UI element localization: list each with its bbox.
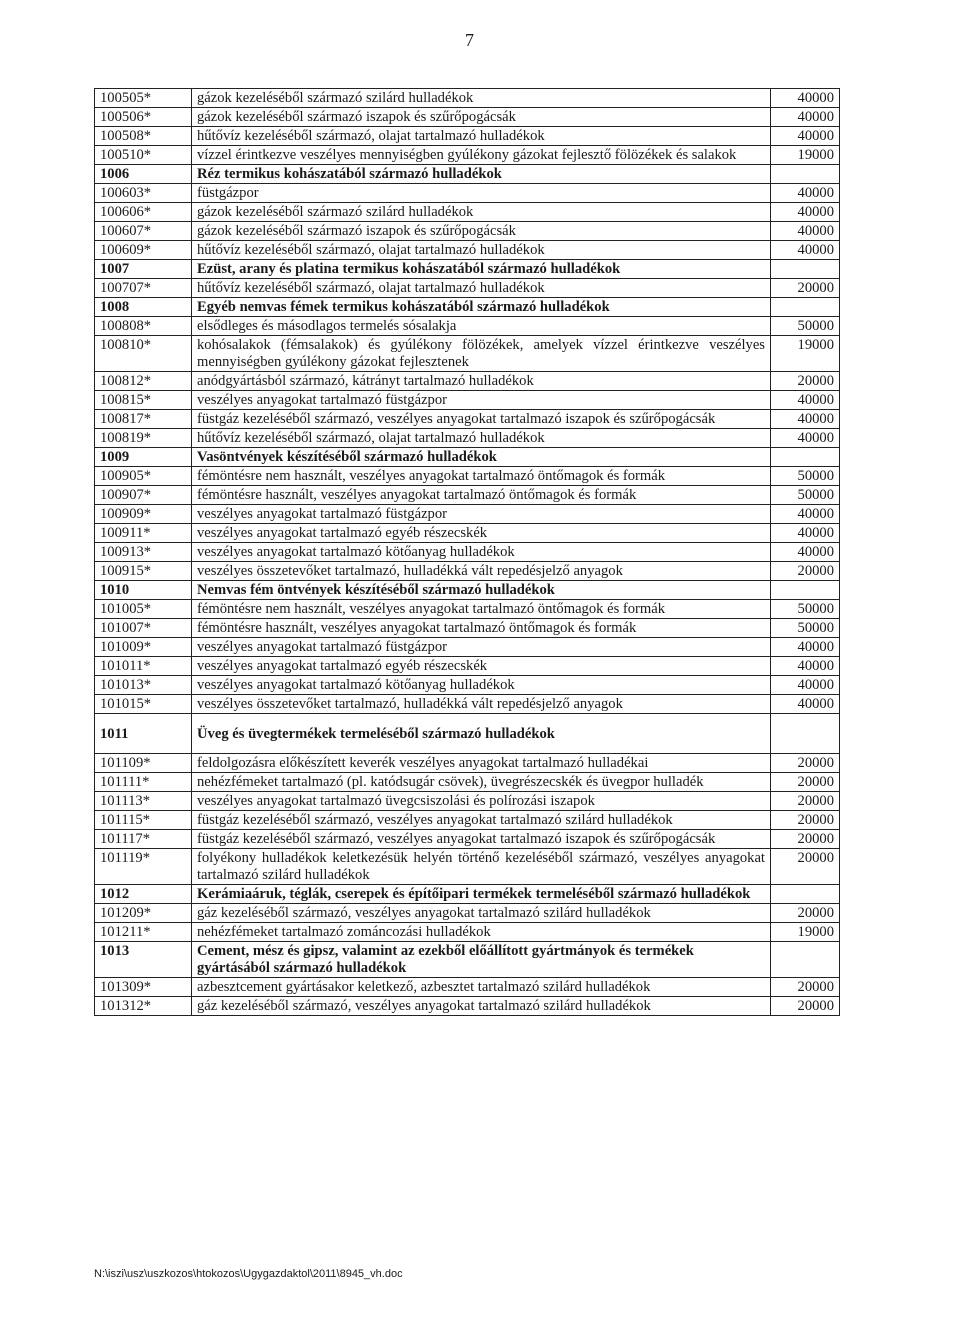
code-cell: 101211* bbox=[95, 923, 192, 942]
limit-value-cell: 40000 bbox=[771, 203, 840, 222]
description-cell: nehézfémeket tartalmazó zománcozási hulladékok bbox=[192, 923, 771, 942]
limit-value-cell: 50000 bbox=[771, 317, 840, 336]
limit-value-cell: 50000 bbox=[771, 619, 840, 638]
table-row bbox=[95, 524, 840, 543]
limit-value-cell bbox=[771, 298, 840, 317]
code-cell: 100907* bbox=[95, 486, 192, 505]
table-row bbox=[95, 241, 840, 260]
limit-value-cell: 20000 bbox=[771, 830, 840, 849]
limit-value-cell: 20000 bbox=[771, 997, 840, 1016]
limit-value-cell bbox=[771, 260, 840, 279]
limit-value-cell: 40000 bbox=[771, 429, 840, 448]
table-row bbox=[95, 467, 840, 486]
description-cell: fémöntésre használt, veszélyes anyagokat tartalmazó öntőmagok és formák bbox=[192, 619, 771, 638]
table-row bbox=[95, 146, 840, 165]
table-row bbox=[95, 108, 840, 127]
code-cell: 100909* bbox=[95, 505, 192, 524]
code-cell: 1011 bbox=[95, 714, 192, 754]
table-row bbox=[95, 657, 840, 676]
description-cell: folyékony hulladékok keletkezésük helyén történő kezeléséből származó, veszélyes anyagokat tartalmazó szilárd hulladékok bbox=[192, 849, 771, 885]
description-cell: fémöntésre nem használt, veszélyes anyagokat tartalmazó öntőmagok és formák bbox=[192, 467, 771, 486]
table-row bbox=[95, 754, 840, 773]
limit-value-cell: 40000 bbox=[771, 638, 840, 657]
table-row bbox=[95, 904, 840, 923]
description-cell: veszélyes összetevőket tartalmazó, hulladékká vált repedésjelző anyagok bbox=[192, 562, 771, 581]
description-cell: veszélyes anyagokat tartalmazó füstgázpor bbox=[192, 638, 771, 657]
table-row bbox=[95, 372, 840, 391]
waste-code-table bbox=[94, 88, 840, 1016]
limit-value-cell: 20000 bbox=[771, 792, 840, 811]
limit-value-cell bbox=[771, 581, 840, 600]
table-row bbox=[95, 317, 840, 336]
description-cell: kohósalakok (fémsalakok) és gyúlékony fölözékek, amelyek vízzel érintkezve veszélyes mennyiségben gyúlékony gázokat fejlesztenek bbox=[192, 336, 771, 372]
limit-value-cell: 20000 bbox=[771, 562, 840, 581]
table-body bbox=[95, 89, 840, 1016]
category-heading-row bbox=[95, 942, 840, 978]
table-row bbox=[95, 184, 840, 203]
table-row bbox=[95, 978, 840, 997]
description-cell: elsődleges és másodlagos termelés sósalakja bbox=[192, 317, 771, 336]
limit-value-cell bbox=[771, 885, 840, 904]
table-row bbox=[95, 997, 840, 1016]
description-cell: hűtővíz kezeléséből származó, olajat tartalmazó hulladékok bbox=[192, 429, 771, 448]
limit-value-cell: 40000 bbox=[771, 543, 840, 562]
description-cell: gáz kezeléséből származó, veszélyes anyagokat tartalmazó szilárd hulladékok bbox=[192, 997, 771, 1016]
code-cell: 100808* bbox=[95, 317, 192, 336]
code-cell: 100707* bbox=[95, 279, 192, 298]
code-cell: 101007* bbox=[95, 619, 192, 638]
description-cell: anódgyártásból származó, kátrányt tartalmazó hulladékok bbox=[192, 372, 771, 391]
code-cell: 101309* bbox=[95, 978, 192, 997]
description-cell: veszélyes anyagokat tartalmazó kötőanyag hulladékok bbox=[192, 676, 771, 695]
description-cell: Kerámiaáruk, téglák, cserepek és építőipari termékek termeléséből származó hulladékok bbox=[192, 885, 771, 904]
description-cell: füstgáz kezeléséből származó, veszélyes anyagokat tartalmazó iszapok és szűrőpogácsák bbox=[192, 410, 771, 429]
description-cell: fémöntésre használt, veszélyes anyagokat tartalmazó öntőmagok és formák bbox=[192, 486, 771, 505]
description-cell: gázok kezeléséből származó szilárd hulladékok bbox=[192, 203, 771, 222]
table-row bbox=[95, 619, 840, 638]
page-number: 7 bbox=[465, 30, 474, 50]
code-cell: 1008 bbox=[95, 298, 192, 317]
description-cell: fémöntésre nem használt, veszélyes anyagokat tartalmazó öntőmagok és formák bbox=[192, 600, 771, 619]
description-cell: füstgázpor bbox=[192, 184, 771, 203]
table-row bbox=[95, 222, 840, 241]
table-row bbox=[95, 849, 840, 885]
description-cell: gázok kezeléséből származó iszapok és szűrőpogácsák bbox=[192, 222, 771, 241]
code-cell: 101005* bbox=[95, 600, 192, 619]
table-row bbox=[95, 203, 840, 222]
table-row bbox=[95, 600, 840, 619]
code-cell: 100819* bbox=[95, 429, 192, 448]
table-row bbox=[95, 676, 840, 695]
limit-value-cell: 40000 bbox=[771, 127, 840, 146]
code-cell: 100812* bbox=[95, 372, 192, 391]
table-row bbox=[95, 830, 840, 849]
code-cell: 101109* bbox=[95, 754, 192, 773]
description-cell: veszélyes anyagokat tartalmazó egyéb részecskék bbox=[192, 657, 771, 676]
table-row bbox=[95, 127, 840, 146]
description-cell: veszélyes anyagokat tartalmazó üvegcsiszolási és polírozási iszapok bbox=[192, 792, 771, 811]
code-cell: 101119* bbox=[95, 849, 192, 885]
limit-value-cell: 50000 bbox=[771, 600, 840, 619]
limit-value-cell bbox=[771, 714, 840, 754]
code-cell: 100905* bbox=[95, 467, 192, 486]
limit-value-cell: 40000 bbox=[771, 222, 840, 241]
description-cell: hűtővíz kezeléséből származó, olajat tartalmazó hulladékok bbox=[192, 241, 771, 260]
table-row bbox=[95, 562, 840, 581]
description-cell: vízzel érintkezve veszélyes mennyiségben gyúlékony gázokat fejlesztő fölözékek és salakok bbox=[192, 146, 771, 165]
category-heading-row bbox=[95, 260, 840, 279]
code-cell: 100810* bbox=[95, 336, 192, 372]
limit-value-cell: 40000 bbox=[771, 505, 840, 524]
code-cell: 101111* bbox=[95, 773, 192, 792]
limit-value-cell bbox=[771, 165, 840, 184]
description-cell: Ezüst, arany és platina termikus kohászatából származó hulladékok bbox=[192, 260, 771, 279]
code-cell: 101009* bbox=[95, 638, 192, 657]
description-cell: gáz kezeléséből származó, veszélyes anyagokat tartalmazó szilárd hulladékok bbox=[192, 904, 771, 923]
limit-value-cell: 20000 bbox=[771, 978, 840, 997]
category-heading-row bbox=[95, 581, 840, 600]
code-cell: 100817* bbox=[95, 410, 192, 429]
description-cell: Cement, mész és gipsz, valamint az ezekből előállított gyártmányok és termékek gyártásából származó hulladékok bbox=[192, 942, 771, 978]
limit-value-cell bbox=[771, 448, 840, 467]
code-cell: 100607* bbox=[95, 222, 192, 241]
code-cell: 101113* bbox=[95, 792, 192, 811]
description-cell: gázok kezeléséből származó szilárd hulladékok bbox=[192, 89, 771, 108]
description-cell: Vasöntvények készítéséből származó hulladékok bbox=[192, 448, 771, 467]
limit-value-cell: 40000 bbox=[771, 676, 840, 695]
table-row bbox=[95, 792, 840, 811]
table-row bbox=[95, 89, 840, 108]
description-cell: füstgáz kezeléséből származó, veszélyes anyagokat tartalmazó iszapok és szűrőpogácsák bbox=[192, 830, 771, 849]
description-cell: veszélyes anyagokat tartalmazó füstgázpor bbox=[192, 391, 771, 410]
code-cell: 1012 bbox=[95, 885, 192, 904]
description-cell: Nemvas fém öntvények készítéséből származó hulladékok bbox=[192, 581, 771, 600]
code-cell: 101013* bbox=[95, 676, 192, 695]
table-row bbox=[95, 923, 840, 942]
table-row bbox=[95, 336, 840, 372]
limit-value-cell: 50000 bbox=[771, 467, 840, 486]
limit-value-cell: 40000 bbox=[771, 410, 840, 429]
limit-value-cell: 20000 bbox=[771, 279, 840, 298]
description-cell: füstgáz kezeléséből származó, veszélyes anyagokat tartalmazó szilárd hulladékok bbox=[192, 811, 771, 830]
table-row bbox=[95, 773, 840, 792]
table-row bbox=[95, 811, 840, 830]
description-cell: nehézfémeket tartalmazó (pl. katódsugár csövek), üvegrészecskék és üvegpor hulladék bbox=[192, 773, 771, 792]
description-cell: hűtővíz kezeléséből származó, olajat tartalmazó hulladékok bbox=[192, 279, 771, 298]
description-cell: Egyéb nemvas fémek termikus kohászatából származó hulladékok bbox=[192, 298, 771, 317]
code-cell: 100915* bbox=[95, 562, 192, 581]
footer-file-path: N:\iszi\usz\uszkozos\htokozos\Ugygazdaktol\2011\8945_vh.doc bbox=[94, 1268, 403, 1280]
code-cell: 100505* bbox=[95, 89, 192, 108]
table-row bbox=[95, 638, 840, 657]
code-cell: 100815* bbox=[95, 391, 192, 410]
limit-value-cell: 20000 bbox=[771, 849, 840, 885]
limit-value-cell bbox=[771, 942, 840, 978]
category-heading-row bbox=[95, 885, 840, 904]
description-cell: gázok kezeléséből származó iszapok és szűrőpogácsák bbox=[192, 108, 771, 127]
code-cell: 101312* bbox=[95, 997, 192, 1016]
code-cell: 101209* bbox=[95, 904, 192, 923]
limit-value-cell: 20000 bbox=[771, 904, 840, 923]
table-row bbox=[95, 695, 840, 714]
description-cell: veszélyes összetevőket tartalmazó, hulladékká vált repedésjelző anyagok bbox=[192, 695, 771, 714]
table-row bbox=[95, 410, 840, 429]
code-cell: 100603* bbox=[95, 184, 192, 203]
description-cell: feldolgozásra előkészített keverék veszélyes anyagokat tartalmazó hulladékai bbox=[192, 754, 771, 773]
limit-value-cell: 40000 bbox=[771, 391, 840, 410]
code-cell: 101115* bbox=[95, 811, 192, 830]
code-cell: 100913* bbox=[95, 543, 192, 562]
limit-value-cell: 40000 bbox=[771, 108, 840, 127]
code-cell: 101011* bbox=[95, 657, 192, 676]
description-cell: veszélyes anyagokat tartalmazó füstgázpor bbox=[192, 505, 771, 524]
limit-value-cell: 19000 bbox=[771, 336, 840, 372]
code-cell: 1010 bbox=[95, 581, 192, 600]
description-cell: azbesztcement gyártásakor keletkező, azbesztet tartalmazó szilárd hulladékok bbox=[192, 978, 771, 997]
limit-value-cell: 40000 bbox=[771, 89, 840, 108]
limit-value-cell: 20000 bbox=[771, 811, 840, 830]
table-row bbox=[95, 486, 840, 505]
code-cell: 100911* bbox=[95, 524, 192, 543]
code-cell: 1007 bbox=[95, 260, 192, 279]
description-cell: veszélyes anyagokat tartalmazó egyéb részecskék bbox=[192, 524, 771, 543]
category-heading-row bbox=[95, 165, 840, 184]
table-row bbox=[95, 505, 840, 524]
limit-value-cell: 19000 bbox=[771, 146, 840, 165]
code-cell: 1006 bbox=[95, 165, 192, 184]
code-cell: 101015* bbox=[95, 695, 192, 714]
limit-value-cell: 40000 bbox=[771, 184, 840, 203]
category-heading-row bbox=[95, 448, 840, 467]
description-cell: hűtővíz kezeléséből származó, olajat tartalmazó hulladékok bbox=[192, 127, 771, 146]
description-cell: veszélyes anyagokat tartalmazó kötőanyag hulladékok bbox=[192, 543, 771, 562]
category-heading-row bbox=[95, 714, 840, 754]
code-cell: 1013 bbox=[95, 942, 192, 978]
description-cell: Üveg és üvegtermékek termeléséből származó hulladékok bbox=[192, 714, 771, 754]
table-row bbox=[95, 429, 840, 448]
limit-value-cell: 20000 bbox=[771, 754, 840, 773]
code-cell: 100506* bbox=[95, 108, 192, 127]
limit-value-cell: 20000 bbox=[771, 372, 840, 391]
table-row bbox=[95, 279, 840, 298]
table-row bbox=[95, 391, 840, 410]
code-cell: 1009 bbox=[95, 448, 192, 467]
limit-value-cell: 40000 bbox=[771, 524, 840, 543]
limit-value-cell: 19000 bbox=[771, 923, 840, 942]
limit-value-cell: 40000 bbox=[771, 695, 840, 714]
category-heading-row bbox=[95, 298, 840, 317]
table-row bbox=[95, 543, 840, 562]
limit-value-cell: 50000 bbox=[771, 486, 840, 505]
limit-value-cell: 40000 bbox=[771, 657, 840, 676]
limit-value-cell: 40000 bbox=[771, 241, 840, 260]
code-cell: 100510* bbox=[95, 146, 192, 165]
code-cell: 100606* bbox=[95, 203, 192, 222]
code-cell: 100609* bbox=[95, 241, 192, 260]
code-cell: 100508* bbox=[95, 127, 192, 146]
limit-value-cell: 20000 bbox=[771, 773, 840, 792]
code-cell: 101117* bbox=[95, 830, 192, 849]
description-cell: Réz termikus kohászatából származó hulladékok bbox=[192, 165, 771, 184]
